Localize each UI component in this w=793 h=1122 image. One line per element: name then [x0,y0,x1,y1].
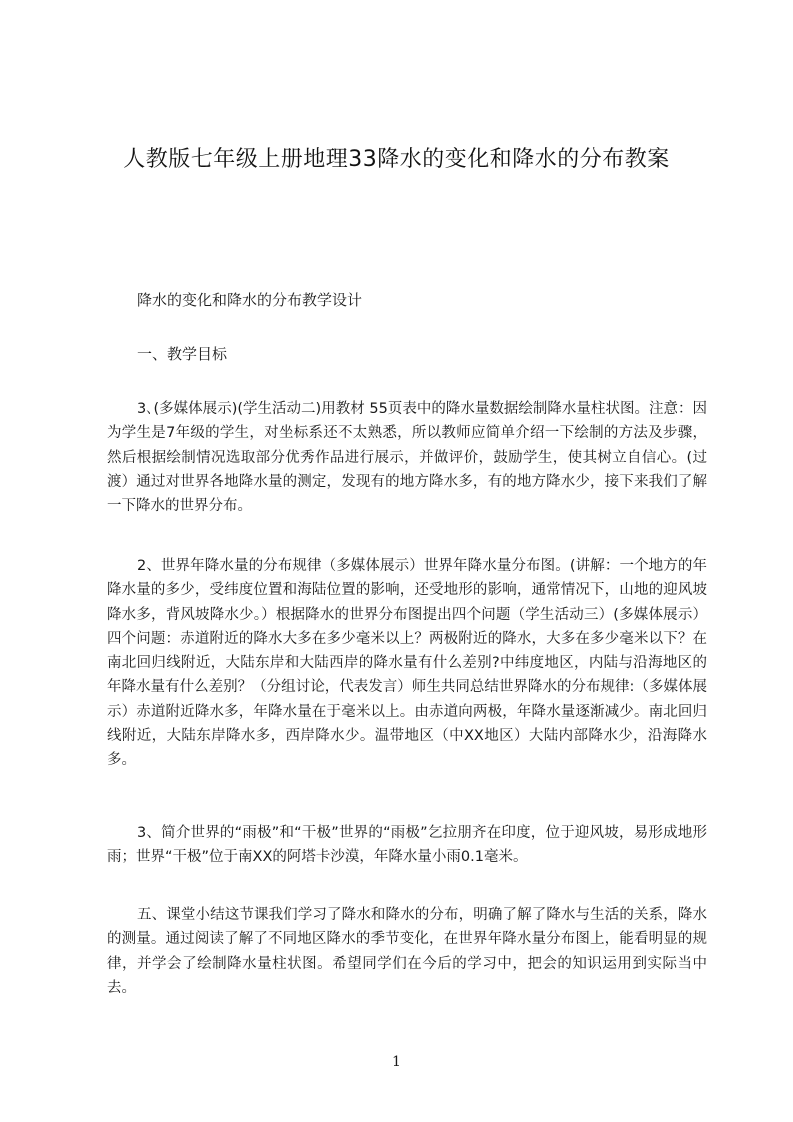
document-title: 人教版七年级上册地理33降水的变化和降水的分布教案 [123,147,670,172]
paragraph-distribution-rules: 2、世界年降水量的分布规律（多媒体展示）世界年降水量分布图。(讲解：一个地方的年降水量的多少，受纬度位置和海陆位置的影响，还受地形的影响，通常情况下，山地的迎风坡降水多，背风坡降水少。）根据降水的世界分布图提出四个问题（学生活动三）(多媒体展示）四个问题：赤道附近的降水大多在多少毫米以上？两极附近的降水，大多在多少毫米以下？在南北回归线附近，大陆东岸和大陆西岸的降水量有什么差别?中纬度地区，内陆与沿海地区的年降水量有什么差别？（分组讨论，代表发言）师生共同总结世界降水的分布规律:（多媒体展示）赤道附近降水多，年降水量在于毫米以上。由赤道向两极，年降水量逐渐减少。南北回归线附近，大陆东岸降水多，西岸降水少。温带地区（中XX地区）大陆内部降水少，沿海降水多。 [107,558,707,769]
lesson-subtitle: 降水的变化和降水的分布教学设计 [137,291,363,309]
paragraph-rain-dry-poles: 3、简介世界的“雨极”和“干极”世界的“雨极”乞拉朋齐在印度，位于迎风坡，易形成地形雨；世界“干极”位于南XX的阿塔卡沙漠，年降水量小雨0.1毫米。 [107,825,707,866]
paragraph-lesson-summary: 五、课堂小结这节课我们学习了降水和降水的分布，明确了解了降水与生活的关系，降水的测量。通过阅读了解了不同地区降水的季节变化，在世界年降水量分布图上，能看明显的规律，并学会了绘制降水量柱状图。希望同学们在今后的学习中，把会的知识运用到实际当中去。 [107,907,707,996]
page-number: 1 [392,1054,401,1070]
paragraph-activity-two: 3､(多媒体展示)(学生活动二)用教材 55页表中的降水量数据绘制降水量柱状图。注意：因为学生是7年级的学生，对坐标系还不太熟悉，所以教师应简单介绍一下绘制的方法及步骤，然后根据绘制情况选取部分优秀作品进行展示，并做评价，鼓励学生，使其树立自信心。(过渡）通过对世界各地降水量的测定，发现有的地方降水多，有的地方降水少，接下来我们了解一下降水的世界分布。 [107,401,707,515]
section-heading-goals: 一、教学目标 [137,345,228,363]
